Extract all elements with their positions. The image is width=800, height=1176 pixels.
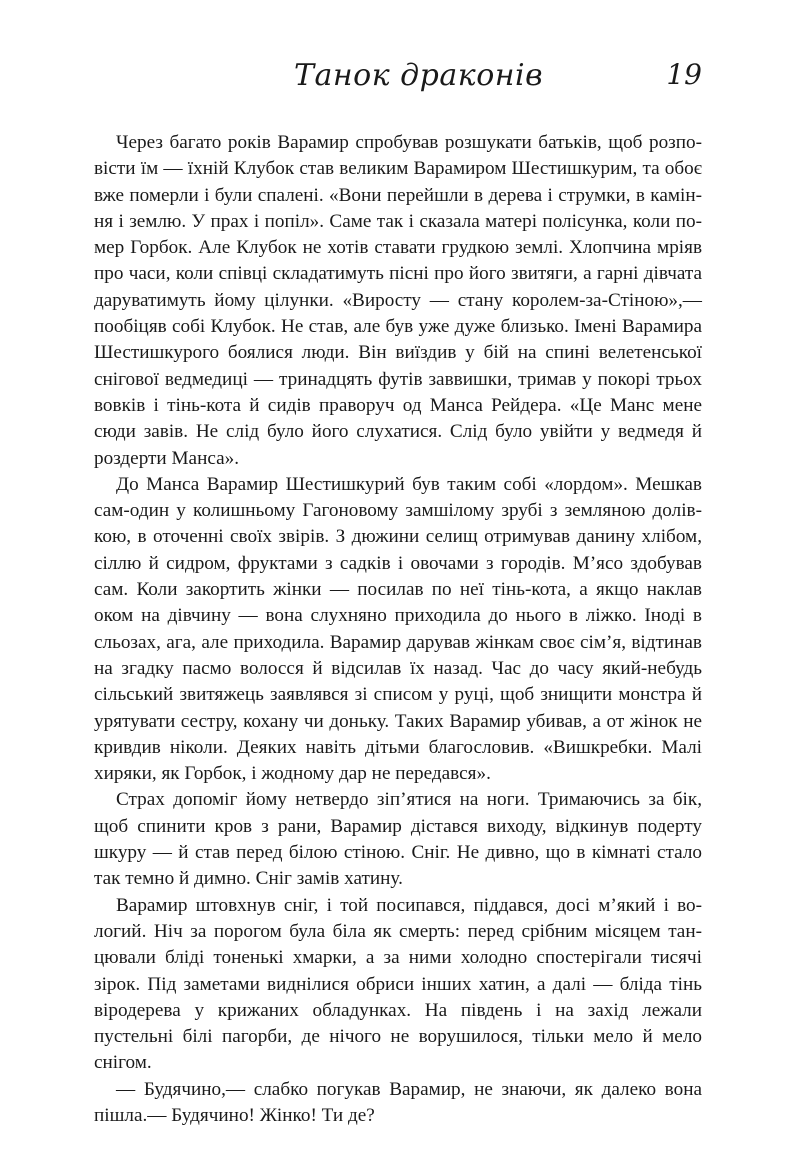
book-title: Танок драконів	[294, 58, 544, 93]
paragraph: Страх допоміг йому нетвердо зіп’ятися на ноги. Тримаючись за бік, щоб спинити кров з рани, Варамир дістався виходу, відкинув подерту шкуру — й став перед білою стіною. Сніг. Не дивно, що в кімнаті стало так темно й димно. Сніг замів хатину.	[94, 789, 702, 890]
paragraph: До Манса Варамир Шестишкурий був таким собі «лордом». Мешкав сам-один у колишньому Гагоновому замшілому зрубі з земляною долівкою, в оточенні своїх звірів. З дюжини селищ отримував данину хлібом, сіллю й сидром, фруктами з садків і овочами з городів. М’ясо здобував сам. Коли закортить жінки — посилав по неї тінь-кота, а якщо наклав оком на дівчину — вона слухняно приходила до нього в ліжко. Іноді в сльозах, ага, але приходила. Варамир дарував жінкам своє сім’я, відтинав на згадку пасмо волосся й відсилав їх назад. Час до часу який-небудь сільський звитяжець заявлявся зі списом у руці, щоб знищити монстра й урятувати сестру, кохану чи доньку. Таких Варамир убивав, а от жінок не кривдив ніколи. Деяких навіть дітьми благословив. «Вишкребки. Малі хиряки, як Горбок, і жодному дар не передався».	[94, 473, 702, 785]
body-text	[94, 130, 702, 1129]
paragraph: — Будячино,— слабко погукав Варамир, не знаючи, як далеко вона пішла.— Будячино! Жінко! Ти де?	[94, 1078, 702, 1126]
paragraph: Варамир штовхнув сніг, і той посипався, піддався, досі м’який і вологий. Ніч за порогом була біла як смерть: перед срібним місяцем танцювали бліді тоненькі хмарки, а за ними холодно спостерігали тисячі зірок. Під заметами виднілися обриси інших хатин, а далі — бліда тінь віродерева у крижаних обладунках. На південь і на захід лежали пустельні білі пагорби, де нічого не ворушилося, тільки мело й мело снігом.	[94, 894, 702, 1074]
running-head	[0, 58, 800, 102]
paragraph: Через багато років Варамир спробував розшукати батьків, щоб розповісти їм — їхній Клубок став великим Варамиром Шестишкурим, та обоє вже померли і були спалені. «Вони перейшли в дерева і струмки, в каміння і землю. У прах і попіл». Саме так і сказала матері полісунка, коли помер Горбок. Але Клубок не хотів ставати грудкою землі. Хлопчина мріяв про часи, коли співці складатимуть пісні про його звитяги, а гарні дівчата даруватимуть йому цілунки. «Виросту — стану королем-за-Стіною»,— пообіцяв собі Клубок. Не став, але був уже дуже близько. Імені Варамира Шестишкурого боялися люди. Він виїздив у бій на спині велетенської снігової ведмедиці — тринадцять футів заввишки, тримав у покорі трьох вовків і тінь-кота й сидів праворуч од Манса Рейдера. «Це Манс мене сюди завів. Не слід було його слухатися. Слід було увійти у ведмедя й роздерти Манса».	[94, 132, 702, 469]
page-number: 19	[666, 58, 702, 91]
